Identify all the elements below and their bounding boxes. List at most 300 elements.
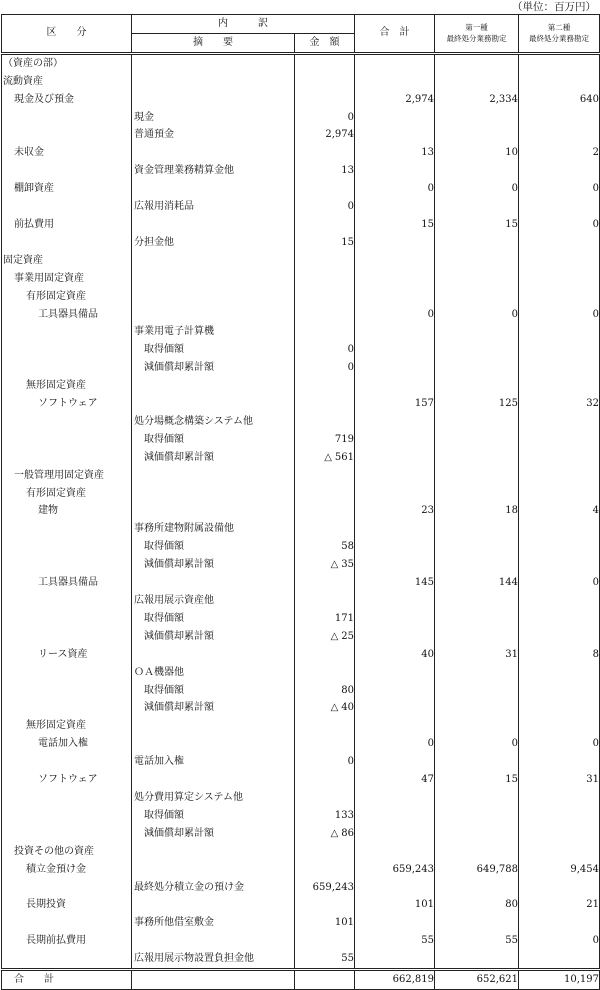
cell-gokei: 0 (355, 735, 435, 753)
cell-dai2: 4 (519, 502, 600, 520)
cell-dai2: 32 (519, 395, 600, 413)
cell-tekiyo: 取得価額 (132, 807, 295, 825)
cell-dai1 (435, 413, 519, 431)
cell-kubun (2, 914, 132, 932)
cell-amount (295, 395, 355, 413)
table-row (2, 789, 600, 807)
cell-tekiyo (132, 467, 295, 485)
cell-kubun (2, 413, 132, 431)
cell-amount: 719 (295, 431, 355, 449)
cell-amount (295, 628, 355, 646)
cell-amount: 58 (295, 538, 355, 556)
table-row (2, 323, 600, 341)
cell-dai1 (435, 825, 519, 843)
unit-label: （単位：百万円） (512, 1, 596, 13)
cell-amount (295, 574, 355, 592)
cell-kubun (2, 699, 132, 717)
cell-dai2: 8 (519, 646, 600, 664)
cell-amount: 80 (295, 682, 355, 700)
cell-dai2: 640 (519, 91, 600, 109)
table-row (2, 377, 600, 395)
cell-dai1 (435, 73, 519, 91)
cell-dai2 (519, 610, 600, 628)
cell-dai1 (435, 431, 519, 449)
cell-tekiyo: 処分場概念構築システム他 (132, 413, 295, 431)
cell-gokei (355, 413, 435, 431)
cell-dai1 (435, 807, 519, 825)
cell-amount (295, 91, 355, 109)
cell-kubun: ソフトウェア (2, 771, 132, 789)
cell-kubun (2, 126, 132, 144)
cell-kubun (2, 610, 132, 628)
cell-kubun (2, 538, 132, 556)
cell-amount (295, 53, 355, 72)
cell-gokei (355, 610, 435, 628)
cell-gokei: 13 (355, 144, 435, 162)
cell-dai1 (435, 556, 519, 574)
header-row-1 (2, 15, 600, 34)
table-row (2, 359, 600, 377)
table-row (2, 198, 600, 216)
cell-tekiyo: 減価償却累計額 (132, 449, 295, 467)
cell-dai1: 0 (435, 735, 519, 753)
cell-tekiyo: 広報用展示資産他 (132, 592, 295, 610)
table-row (2, 485, 600, 503)
total-dai2: 10,197 (519, 970, 600, 990)
cell-dai1 (435, 879, 519, 897)
cell-gokei: 23 (355, 502, 435, 520)
cell-amount (295, 825, 355, 843)
cell-tekiyo (132, 91, 295, 109)
cell-dai2 (519, 252, 600, 270)
cell-gokei (355, 717, 435, 735)
cell-gokei (355, 162, 435, 180)
cell-dai1 (435, 467, 519, 485)
header-dai2-line2: 最終処分業務勘定 (529, 34, 589, 44)
cell-kubun (2, 556, 132, 574)
cell-dai2 (519, 825, 600, 843)
table-row (2, 288, 600, 306)
table-row (2, 162, 600, 180)
cell-kubun: 工具器具備品 (2, 574, 132, 592)
table-row (2, 216, 600, 234)
cell-amount: 55 (295, 950, 355, 969)
cell-tekiyo (132, 73, 295, 91)
cell-tekiyo: 減価償却累計額 (132, 628, 295, 646)
table-row (2, 431, 600, 449)
cell-gokei (355, 467, 435, 485)
cell-dai2 (519, 341, 600, 359)
cell-dai2: 2 (519, 144, 600, 162)
cell-dai2 (519, 288, 600, 306)
cell-dai1 (435, 126, 519, 144)
cell-tekiyo (132, 306, 295, 324)
cell-tekiyo (132, 717, 295, 735)
cell-dai1 (435, 252, 519, 270)
cell-tekiyo (132, 502, 295, 520)
cell-amount (295, 896, 355, 914)
table-row (2, 234, 600, 252)
cell-tekiyo (132, 395, 295, 413)
cell-amount: 0 (295, 359, 355, 377)
cell-gokei (355, 252, 435, 270)
cell-kubun: 事業用固定資産 (2, 270, 132, 288)
cell-kubun: 長期前払費用 (2, 932, 132, 950)
table-row (2, 932, 600, 950)
table-row (2, 699, 600, 717)
cell-tekiyo: 減価償却累計額 (132, 699, 295, 717)
cell-kubun: 棚卸資産 (2, 180, 132, 198)
cell-amount (295, 413, 355, 431)
cell-tekiyo (132, 144, 295, 162)
cell-dai1: 18 (435, 502, 519, 520)
cell-gokei: 40 (355, 646, 435, 664)
cell-dai2 (519, 198, 600, 216)
cell-dai2 (519, 323, 600, 341)
table-row (2, 610, 600, 628)
cell-dai2 (519, 628, 600, 646)
cell-tekiyo: 資金管理業務精算金他 (132, 162, 295, 180)
cell-tekiyo (132, 216, 295, 234)
cell-dai2: 0 (519, 574, 600, 592)
cell-dai2 (519, 592, 600, 610)
cell-amount: 0 (295, 198, 355, 216)
cell-tekiyo: 取得価額 (132, 431, 295, 449)
cell-kubun (2, 789, 132, 807)
cell-dai2 (519, 538, 600, 556)
cell-amount (295, 449, 355, 467)
header-uchiwake: 内 訳 (132, 15, 355, 34)
table-row (2, 646, 600, 664)
cell-amount (295, 288, 355, 306)
cell-gokei: 157 (355, 395, 435, 413)
cell-amount: 15 (295, 234, 355, 252)
cell-dai2 (519, 359, 600, 377)
cell-dai2 (519, 914, 600, 932)
cell-tekiyo: 広報用展示物設置負担金他 (132, 950, 295, 969)
table-row (2, 753, 600, 771)
cell-gokei (355, 843, 435, 861)
table-row (2, 395, 600, 413)
cell-dai2 (519, 699, 600, 717)
cell-tekiyo (132, 252, 295, 270)
table-row (2, 270, 600, 288)
cell-dai2 (519, 682, 600, 700)
cell-dai2 (519, 520, 600, 538)
cell-dai1: 31 (435, 646, 519, 664)
cell-dai1: 15 (435, 771, 519, 789)
table-row (2, 252, 600, 270)
cell-gokei: 2,974 (355, 91, 435, 109)
cell-kubun (2, 431, 132, 449)
negative-mark: △ (324, 451, 332, 463)
table-row (2, 144, 600, 162)
table-row (2, 413, 600, 431)
cell-dai1 (435, 753, 519, 771)
cell-gokei (355, 628, 435, 646)
total-amount-empty (295, 970, 355, 990)
total-label: 合 計 (2, 970, 132, 990)
balance-sheet-table (1, 14, 600, 990)
cell-amount (295, 520, 355, 538)
cell-amount (295, 323, 355, 341)
cell-dai2 (519, 467, 600, 485)
cell-dai2 (519, 377, 600, 395)
cell-kubun (2, 198, 132, 216)
cell-amount (295, 843, 355, 861)
cell-kubun (2, 520, 132, 538)
cell-kubun (2, 807, 132, 825)
cell-tekiyo: 事務所建物附属設備他 (132, 520, 295, 538)
table-row (2, 592, 600, 610)
cell-tekiyo (132, 377, 295, 395)
cell-kubun: 積立金預け金 (2, 861, 132, 879)
cell-amount (295, 861, 355, 879)
cell-dai1 (435, 682, 519, 700)
cell-dai1 (435, 664, 519, 682)
cell-amount (295, 377, 355, 395)
cell-dai1 (435, 359, 519, 377)
cell-kubun (2, 162, 132, 180)
cell-gokei: 15 (355, 216, 435, 234)
cell-tekiyo: 取得価額 (132, 341, 295, 359)
cell-dai2 (519, 879, 600, 897)
cell-gokei (355, 73, 435, 91)
cell-kubun: 建物 (2, 502, 132, 520)
header-kubun: 区 分 (2, 15, 132, 54)
cell-kubun (2, 682, 132, 700)
cell-tekiyo (132, 288, 295, 306)
cell-kubun: 投資その他の資産 (2, 843, 132, 861)
cell-amount (295, 180, 355, 198)
cell-gokei (355, 53, 435, 72)
cell-gokei: 55 (355, 932, 435, 950)
cell-dai1: 0 (435, 180, 519, 198)
header-dai1-line1: 第一種 (465, 23, 488, 33)
cell-dai1 (435, 914, 519, 932)
table-row (2, 896, 600, 914)
cell-dai1 (435, 449, 519, 467)
table-row (2, 520, 600, 538)
cell-dai2: 0 (519, 216, 600, 234)
cell-dai1 (435, 341, 519, 359)
table-row (2, 109, 600, 127)
cell-kubun: 固定資産 (2, 252, 132, 270)
cell-kubun (2, 449, 132, 467)
cell-tekiyo: 処分費用算定システム他 (132, 789, 295, 807)
cell-dai2 (519, 234, 600, 252)
cell-kubun: 無形固定資産 (2, 377, 132, 395)
cell-tekiyo (132, 646, 295, 664)
cell-gokei (355, 449, 435, 467)
cell-tekiyo (132, 53, 295, 72)
cell-dai2 (519, 843, 600, 861)
cell-gokei (355, 431, 435, 449)
total-row (2, 970, 600, 990)
cell-dai2 (519, 664, 600, 682)
cell-amount (295, 467, 355, 485)
cell-gokei (355, 323, 435, 341)
cell-tekiyo (132, 771, 295, 789)
cell-amount (295, 485, 355, 503)
cell-dai1 (435, 53, 519, 72)
table-row (2, 807, 600, 825)
cell-amount (295, 646, 355, 664)
cell-gokei (355, 914, 435, 932)
cell-dai1: 80 (435, 896, 519, 914)
cell-dai1 (435, 843, 519, 861)
cell-tekiyo: 分担金他 (132, 234, 295, 252)
cell-amount (295, 789, 355, 807)
cell-dai1 (435, 323, 519, 341)
cell-tekiyo: 減価償却累計額 (132, 359, 295, 377)
cell-tekiyo (132, 843, 295, 861)
cell-kubun (2, 628, 132, 646)
negative-mark: △ (330, 702, 339, 714)
cell-gokei (355, 879, 435, 897)
cell-gokei (355, 485, 435, 503)
cell-tekiyo (132, 861, 295, 879)
total-tekiyo-empty (132, 970, 295, 990)
amount-value: 25 (341, 630, 354, 642)
cell-tekiyo (132, 270, 295, 288)
header-dai2-line1: 第二種 (547, 23, 571, 33)
amount-value: 40 (341, 702, 354, 714)
cell-dai2 (519, 807, 600, 825)
table-row (2, 126, 600, 144)
cell-kubun (2, 323, 132, 341)
amount-value: 86 (341, 827, 354, 839)
cell-gokei (355, 592, 435, 610)
table-row (2, 556, 600, 574)
cell-gokei: 101 (355, 896, 435, 914)
cell-gokei (355, 556, 435, 574)
cell-dai1 (435, 162, 519, 180)
cell-kubun (2, 950, 132, 969)
cell-amount (295, 144, 355, 162)
table-row (2, 467, 600, 485)
cell-dai1 (435, 198, 519, 216)
cell-dai1 (435, 717, 519, 735)
cell-tekiyo (132, 932, 295, 950)
cell-dai2 (519, 753, 600, 771)
cell-gokei (355, 126, 435, 144)
cell-amount (295, 73, 355, 91)
cell-gokei (355, 234, 435, 252)
amount-value: 35 (341, 559, 354, 571)
cell-dai2 (519, 413, 600, 431)
cell-dai2: 0 (519, 180, 600, 198)
header-dai1 (435, 15, 519, 54)
cell-tekiyo (132, 896, 295, 914)
cell-gokei (355, 359, 435, 377)
cell-kubun (2, 341, 132, 359)
cell-dai1: 55 (435, 932, 519, 950)
table-row (2, 843, 600, 861)
cell-dai2 (519, 53, 600, 72)
table-row (2, 538, 600, 556)
cell-gokei (355, 699, 435, 717)
cell-gokei (355, 789, 435, 807)
table-row (2, 950, 600, 969)
cell-amount (295, 502, 355, 520)
cell-kubun (2, 109, 132, 127)
cell-kubun: 無形固定資産 (2, 717, 132, 735)
cell-dai1: 15 (435, 216, 519, 234)
cell-tekiyo: 減価償却累計額 (132, 825, 295, 843)
cell-amount (295, 717, 355, 735)
cell-dai1 (435, 485, 519, 503)
cell-kubun: 工具器具備品 (2, 306, 132, 324)
cell-tekiyo: 事務所他借室敷金 (132, 914, 295, 932)
cell-kubun: 現金及び預金 (2, 91, 132, 109)
cell-kubun: 長期投資 (2, 896, 132, 914)
cell-tekiyo: 取得価額 (132, 610, 295, 628)
cell-kubun: 一般管理用固定資産 (2, 467, 132, 485)
cell-amount: 171 (295, 610, 355, 628)
table-row (2, 53, 600, 72)
cell-amount (295, 699, 355, 717)
cell-dai1 (435, 270, 519, 288)
cell-dai2 (519, 485, 600, 503)
cell-dai2 (519, 73, 600, 91)
negative-mark: △ (330, 827, 339, 839)
cell-gokei (355, 664, 435, 682)
cell-kubun (2, 753, 132, 771)
cell-dai1: 0 (435, 306, 519, 324)
cell-amount: 0 (295, 341, 355, 359)
cell-kubun: 有形固定資産 (2, 288, 132, 306)
cell-gokei (355, 950, 435, 969)
cell-dai2 (519, 162, 600, 180)
cell-gokei (355, 198, 435, 216)
table-row (2, 574, 600, 592)
cell-amount (295, 252, 355, 270)
header-gokei: 合 計 (355, 15, 435, 54)
cell-amount: 0 (295, 109, 355, 127)
cell-tekiyo (132, 485, 295, 503)
cell-dai2 (519, 556, 600, 574)
cell-dai1 (435, 288, 519, 306)
cell-amount: 101 (295, 914, 355, 932)
cell-amount: 659,243 (295, 879, 355, 897)
cell-kubun: 前払費用 (2, 216, 132, 234)
table-row (2, 664, 600, 682)
cell-gokei (355, 270, 435, 288)
total-gokei: 662,819 (355, 970, 435, 990)
header-dai2 (519, 15, 600, 54)
table-row (2, 306, 600, 324)
cell-dai2: 31 (519, 771, 600, 789)
cell-dai2 (519, 126, 600, 144)
cell-gokei: 0 (355, 180, 435, 198)
cell-kubun: 電話加入権 (2, 735, 132, 753)
cell-kubun: 有形固定資産 (2, 485, 132, 503)
cell-amount: 0 (295, 753, 355, 771)
table-row (2, 717, 600, 735)
cell-dai1: 144 (435, 574, 519, 592)
header-tekiyo: 摘 要 (132, 33, 295, 53)
cell-tekiyo: ＯＡ機器他 (132, 664, 295, 682)
cell-amount (295, 592, 355, 610)
cell-kubun (2, 234, 132, 252)
cell-amount (295, 270, 355, 288)
table-row (2, 449, 600, 467)
negative-mark: △ (330, 559, 339, 571)
cell-dai1 (435, 538, 519, 556)
cell-dai1 (435, 520, 519, 538)
cell-kubun (2, 879, 132, 897)
